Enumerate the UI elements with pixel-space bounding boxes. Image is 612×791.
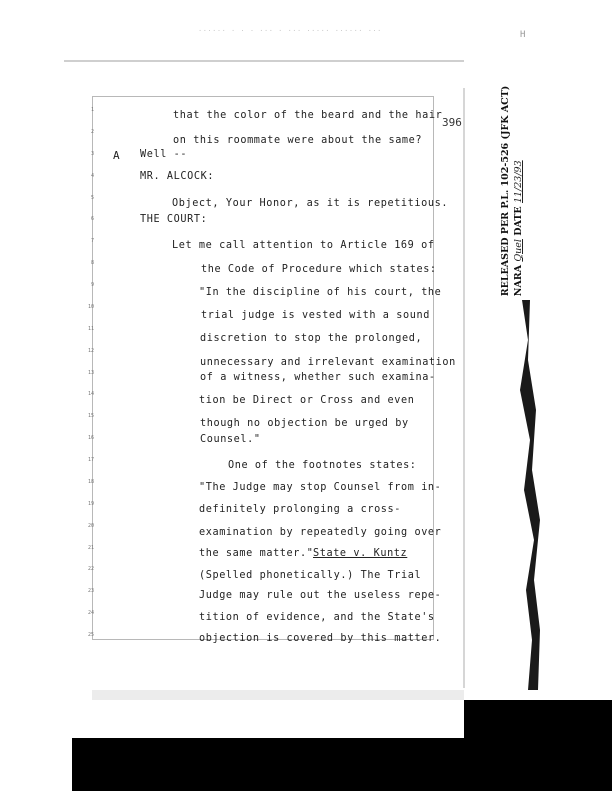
scan-bottom-band	[464, 700, 612, 740]
line-number: 7	[90, 238, 94, 244]
line-number: 18	[87, 479, 94, 485]
line-number: 3	[90, 151, 94, 157]
stamp-line-release: RELEASED PER P.L. 102-526 (JFK ACT)	[500, 85, 511, 297]
line-number: 24	[87, 610, 94, 616]
transcript-line: the Code of Procedure which states:	[201, 264, 437, 275]
transcript-line: (Spelled phonetically.) The Trial	[199, 570, 422, 581]
case-citation: State v. Kuntz	[313, 548, 408, 559]
release-stamp	[494, 86, 530, 296]
transcript-line: though no objection be urged by	[200, 418, 409, 429]
speaker-label: THE COURT:	[140, 214, 208, 225]
line-number: 17	[87, 457, 94, 463]
transcript-line: Let me call attention to Article 169 of	[172, 240, 435, 251]
line-number: 14	[87, 391, 94, 397]
scan-smudge	[508, 300, 542, 690]
transcript-line: Well --	[140, 149, 188, 160]
line-number: 5	[90, 195, 94, 201]
line-number: 21	[87, 545, 94, 551]
transcript-line: on this roommate were about the same?	[173, 135, 423, 146]
qa-marker: A	[113, 149, 120, 162]
transcript-line: One of the footnotes states:	[228, 460, 417, 471]
line-number: 20	[87, 523, 94, 529]
line-number: 23	[87, 588, 94, 594]
line-number: 6	[90, 216, 94, 222]
transcript-line: definitely prolonging a cross-	[199, 504, 402, 515]
line-number: 9	[90, 282, 94, 288]
stamp-line-nara	[512, 86, 525, 297]
transcript-line: examination by repeatedly going over	[199, 527, 442, 538]
transcript-line: "In the discipline of his court, the	[199, 287, 442, 298]
transcript-line: tion be Direct or Cross and even	[199, 395, 415, 406]
corner-mark: H	[520, 30, 526, 40]
transcript-line: trial judge is vested with a sound	[201, 310, 430, 321]
line-number: 25	[87, 632, 94, 638]
line-number: 11	[87, 326, 94, 332]
stamp-nara-label: NARA	[513, 264, 524, 297]
line-number: 19	[87, 501, 94, 507]
line-number: 16	[87, 435, 94, 441]
line-number: 22	[87, 566, 94, 572]
page-edge-right	[463, 88, 465, 688]
transcript-line: discretion to stop the prolonged,	[200, 333, 423, 344]
page-edge-top	[64, 60, 464, 62]
transcript-line: Object, Your Honor, as it is repetitious.	[172, 198, 449, 209]
stamp-initials: Quel	[513, 239, 524, 262]
transcript-line: unnecessary and irrelevant examination	[200, 357, 456, 368]
page-shadow-bottom	[92, 690, 464, 700]
transcript-line: tition of evidence, and the State's	[199, 612, 435, 623]
transcript-line: the same matter."	[199, 548, 314, 559]
transcript-line: of a witness, whether such examina-	[200, 372, 436, 383]
transcript-line: that the color of the beard and the hair	[173, 110, 443, 121]
page-number: 396	[442, 116, 462, 129]
stamp-date: 11/23/93	[513, 160, 524, 204]
line-number: 15	[87, 413, 94, 419]
line-number: 13	[87, 370, 94, 376]
transcript-line: Judge may rule out the useless repe-	[199, 590, 442, 601]
speaker-label: MR. ALCOCK:	[140, 171, 215, 182]
line-number: 8	[90, 260, 94, 266]
line-number: 1	[90, 107, 94, 113]
line-number: 10	[87, 304, 94, 310]
transcript-line: "The Judge may stop Counsel from in-	[199, 482, 442, 493]
line-number: 12	[87, 348, 94, 354]
transcript-line: objection is covered by this matter.	[199, 633, 442, 644]
transcript-line: Counsel."	[200, 434, 261, 445]
scan-bottom-band	[72, 738, 612, 791]
scan-header: ...... . . . ... . ... ..... ...... ...	[198, 25, 382, 33]
line-number: 2	[90, 129, 94, 135]
line-number: 4	[90, 173, 94, 179]
stamp-date-label: DATE	[513, 206, 524, 236]
